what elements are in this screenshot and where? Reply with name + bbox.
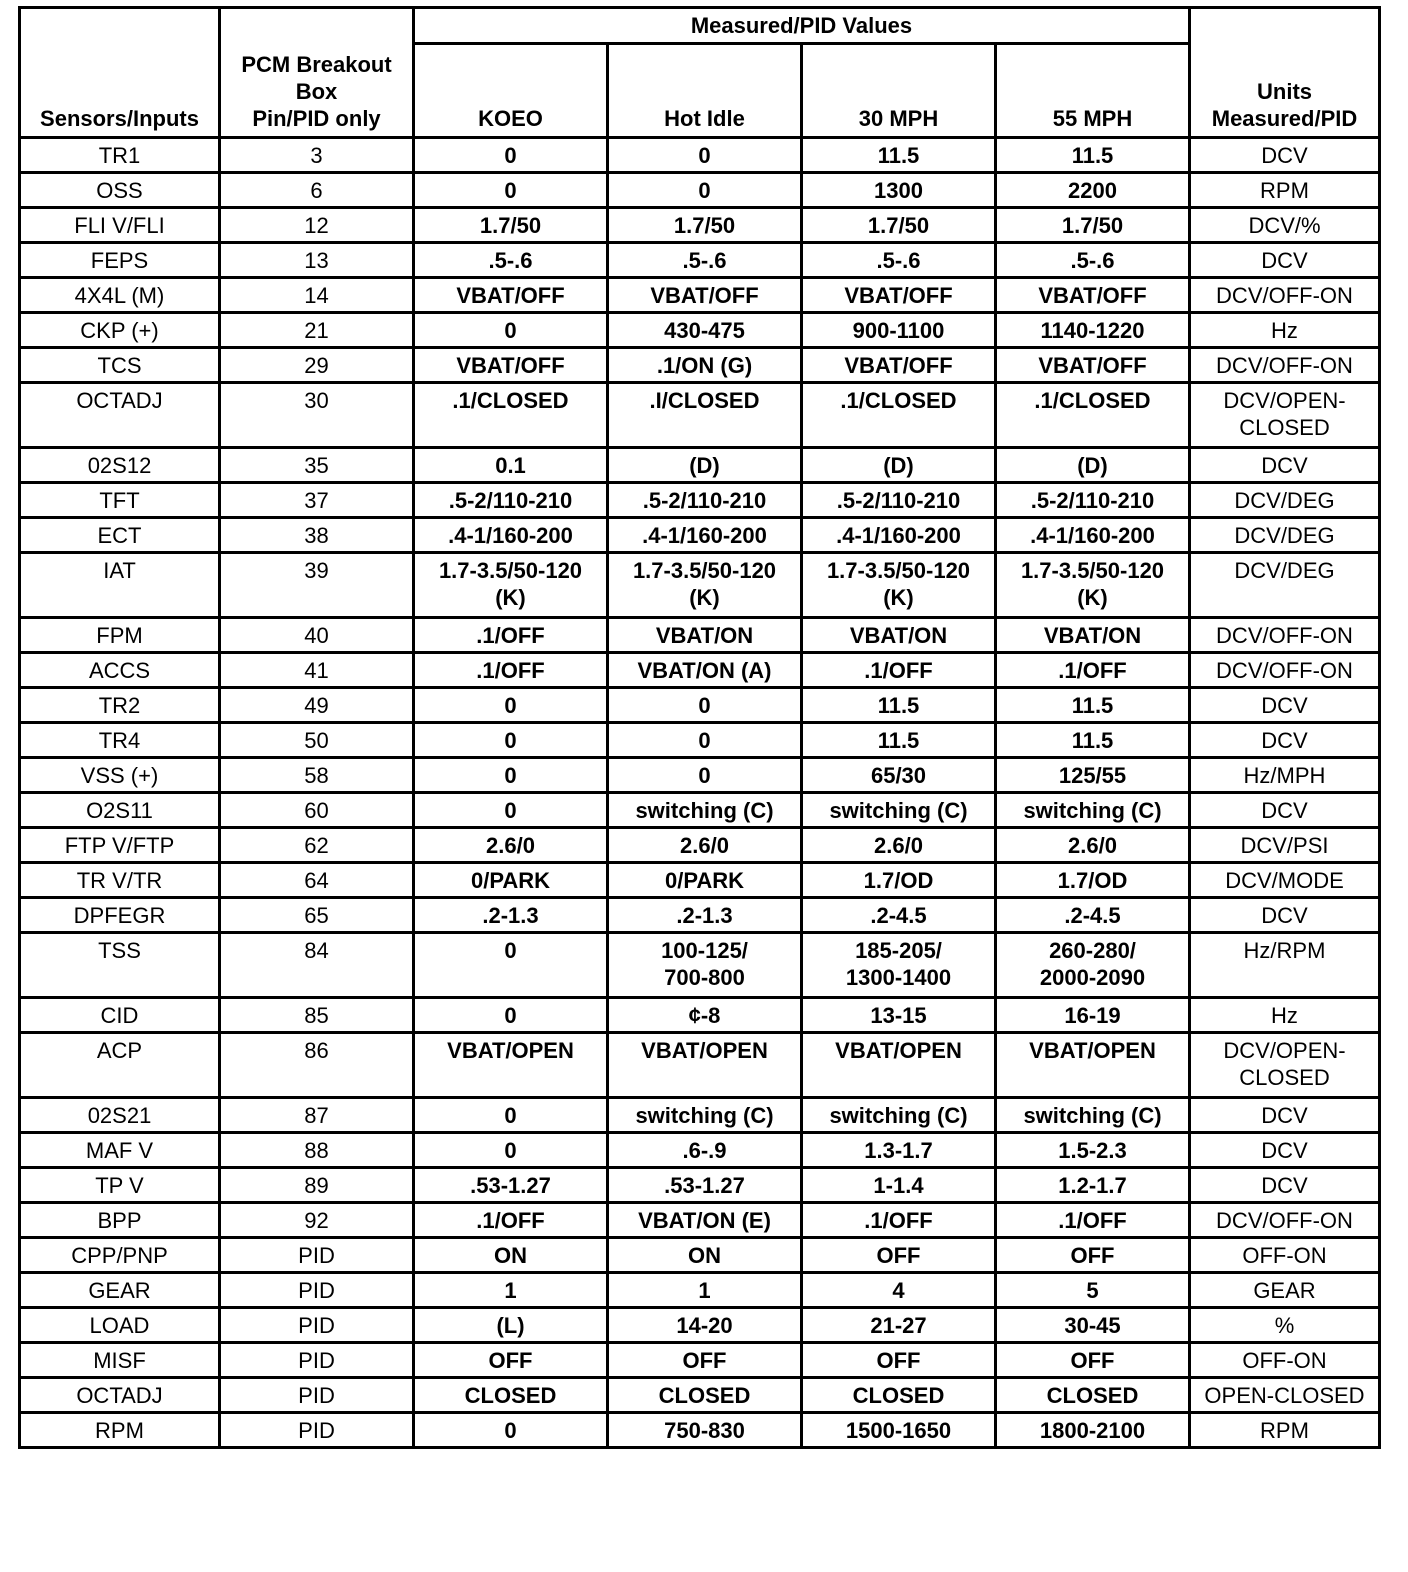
30-mph-cell: OFF: [802, 1343, 996, 1378]
55-mph-cell: 2200: [996, 173, 1190, 208]
hot-idle-cell: 0: [608, 758, 802, 793]
55-mph-cell: 11.5: [996, 688, 1190, 723]
table-row: [20, 243, 1380, 278]
table-row: [20, 1343, 1380, 1378]
pin-cell: 14: [220, 278, 414, 313]
sensor-cell: TR4: [20, 723, 220, 758]
pin-cell: 12: [220, 208, 414, 243]
sensor-cell: ECT: [20, 518, 220, 553]
30-mph-cell: OFF: [802, 1238, 996, 1273]
55-mph-cell: .5-.6: [996, 243, 1190, 278]
55-mph-cell: 5: [996, 1273, 1190, 1308]
pin-cell: 88: [220, 1133, 414, 1168]
hot-idle-cell: .I/CLOSED: [608, 383, 802, 448]
koeo-cell: 0: [414, 173, 608, 208]
koeo-cell: 0: [414, 1413, 608, 1448]
units-cell: %: [1190, 1308, 1380, 1343]
sensor-cell: ACP: [20, 1033, 220, 1098]
sensor-cell: BPP: [20, 1203, 220, 1238]
sensor-cell: TFT: [20, 483, 220, 518]
koeo-cell: 0: [414, 1098, 608, 1133]
hot-idle-cell: .2-1.3: [608, 898, 802, 933]
pin-cell: 6: [220, 173, 414, 208]
sensor-cell: DPFEGR: [20, 898, 220, 933]
units-cell: DCV/OFF-ON: [1190, 278, 1380, 313]
pin-cell: 58: [220, 758, 414, 793]
55-mph-cell: VBAT/ON: [996, 618, 1190, 653]
hot-idle-cell: switching (C): [608, 793, 802, 828]
units-cell: OPEN-CLOSED: [1190, 1378, 1380, 1413]
pin-cell: 29: [220, 348, 414, 383]
pin-cell: 50: [220, 723, 414, 758]
hot-idle-cell: 14-20: [608, 1308, 802, 1343]
55-mph-cell: .1/OFF: [996, 1203, 1190, 1238]
pin-cell: 84: [220, 933, 414, 998]
55-mph-cell: 1140-1220: [996, 313, 1190, 348]
sensor-cell: FTP V/FTP: [20, 828, 220, 863]
30-mph-cell: 185-205/ 1300-1400: [802, 933, 996, 998]
koeo-cell: 0: [414, 1133, 608, 1168]
units-cell: GEAR: [1190, 1273, 1380, 1308]
55-mph-cell: VBAT/OFF: [996, 278, 1190, 313]
table-row: [20, 1238, 1380, 1273]
55-mph-cell: 260-280/ 2000-2090: [996, 933, 1190, 998]
table-row: [20, 173, 1380, 208]
pin-cell: 62: [220, 828, 414, 863]
30-mph-cell: 1.7-3.5/50-120 (K): [802, 553, 996, 618]
koeo-cell: 0: [414, 723, 608, 758]
header-units-line1: Units: [1257, 79, 1312, 104]
sensor-cell: FEPS: [20, 243, 220, 278]
units-cell: OFF-ON: [1190, 1238, 1380, 1273]
koeo-cell: (L): [414, 1308, 608, 1343]
55-mph-cell: VBAT/OPEN: [996, 1033, 1190, 1098]
sensor-cell: TP V: [20, 1168, 220, 1203]
table-row: [20, 828, 1380, 863]
pin-cell: PID: [220, 1343, 414, 1378]
table-row: [20, 348, 1380, 383]
pin-cell: 87: [220, 1098, 414, 1133]
55-mph-cell: .1/OFF: [996, 653, 1190, 688]
units-cell: OFF-ON: [1190, 1343, 1380, 1378]
koeo-cell: 0: [414, 138, 608, 173]
30-mph-cell: 900-1100: [802, 313, 996, 348]
55-mph-cell: .1/CLOSED: [996, 383, 1190, 448]
sensor-cell: MAF V: [20, 1133, 220, 1168]
pin-cell: PID: [220, 1308, 414, 1343]
koeo-cell: 1: [414, 1273, 608, 1308]
30-mph-cell: .4-1/160-200: [802, 518, 996, 553]
units-cell: DCV: [1190, 138, 1380, 173]
30-mph-cell: switching (C): [802, 1098, 996, 1133]
table-row: [20, 138, 1380, 173]
hot-idle-cell: switching (C): [608, 1098, 802, 1133]
55-mph-cell: 2.6/0: [996, 828, 1190, 863]
30-mph-cell: .1/OFF: [802, 1203, 996, 1238]
sensor-cell: CID: [20, 998, 220, 1033]
table-row: [20, 933, 1380, 998]
units-cell: DCV: [1190, 793, 1380, 828]
table-row: [20, 383, 1380, 448]
koeo-cell: 0.1: [414, 448, 608, 483]
units-cell: DCV: [1190, 898, 1380, 933]
koeo-cell: 0: [414, 313, 608, 348]
hot-idle-cell: VBAT/OFF: [608, 278, 802, 313]
hot-idle-cell: 1.7/50: [608, 208, 802, 243]
koeo-cell: .5-.6: [414, 243, 608, 278]
30-mph-cell: VBAT/OFF: [802, 348, 996, 383]
hot-idle-cell: VBAT/ON (E): [608, 1203, 802, 1238]
pin-cell: 40: [220, 618, 414, 653]
units-cell: DCV/OFF-ON: [1190, 348, 1380, 383]
pin-cell: 38: [220, 518, 414, 553]
30-mph-cell: 65/30: [802, 758, 996, 793]
koeo-cell: .5-2/110-210: [414, 483, 608, 518]
pin-cell: 65: [220, 898, 414, 933]
units-cell: DCV/OFF-ON: [1190, 1203, 1380, 1238]
table-row: [20, 1378, 1380, 1413]
55-mph-cell: 1.2-1.7: [996, 1168, 1190, 1203]
pin-cell: 37: [220, 483, 414, 518]
pin-cell: 64: [220, 863, 414, 898]
55-mph-cell: (D): [996, 448, 1190, 483]
units-cell: DCV/OPEN- CLOSED: [1190, 383, 1380, 448]
table-row: [20, 1133, 1380, 1168]
30-mph-cell: 1.7/OD: [802, 863, 996, 898]
table-row: [20, 553, 1380, 618]
hot-idle-cell: .5-.6: [608, 243, 802, 278]
55-mph-cell: 11.5: [996, 138, 1190, 173]
30-mph-cell: .5-.6: [802, 243, 996, 278]
hot-idle-cell: 430-475: [608, 313, 802, 348]
header-measured-pid-values: Measured/PID Values: [414, 8, 1190, 44]
koeo-cell: 0/PARK: [414, 863, 608, 898]
pin-cell: 60: [220, 793, 414, 828]
table-row: [20, 793, 1380, 828]
30-mph-cell: VBAT/OPEN: [802, 1033, 996, 1098]
units-cell: DCV/DEG: [1190, 483, 1380, 518]
pin-cell: PID: [220, 1413, 414, 1448]
koeo-cell: 1.7-3.5/50-120 (K): [414, 553, 608, 618]
30-mph-cell: (D): [802, 448, 996, 483]
pin-cell: 85: [220, 998, 414, 1033]
hot-idle-cell: (D): [608, 448, 802, 483]
header-pcm-line1: PCM Breakout: [241, 52, 392, 77]
koeo-cell: 0: [414, 933, 608, 998]
30-mph-cell: 21-27: [802, 1308, 996, 1343]
koeo-cell: OFF: [414, 1343, 608, 1378]
units-cell: DCV/MODE: [1190, 863, 1380, 898]
pin-cell: PID: [220, 1238, 414, 1273]
hot-idle-cell: 2.6/0: [608, 828, 802, 863]
sensor-cell: ACCS: [20, 653, 220, 688]
table-row: [20, 313, 1380, 348]
units-cell: DCV: [1190, 688, 1380, 723]
units-cell: DCV/OFF-ON: [1190, 653, 1380, 688]
30-mph-cell: .1/CLOSED: [802, 383, 996, 448]
hot-idle-cell: 750-830: [608, 1413, 802, 1448]
units-cell: DCV/PSI: [1190, 828, 1380, 863]
pid-values-table: [18, 6, 1381, 1449]
units-cell: Hz/MPH: [1190, 758, 1380, 793]
30-mph-cell: .1/OFF: [802, 653, 996, 688]
units-cell: DCV: [1190, 723, 1380, 758]
header-30-mph: 30 MPH: [802, 44, 996, 138]
units-cell: DCV: [1190, 1098, 1380, 1133]
koeo-cell: VBAT/OFF: [414, 348, 608, 383]
koeo-cell: 2.6/0: [414, 828, 608, 863]
units-cell: DCV/OPEN- CLOSED: [1190, 1033, 1380, 1098]
koeo-cell: .1/OFF: [414, 1203, 608, 1238]
hot-idle-cell: 0: [608, 173, 802, 208]
table-row: [20, 1033, 1380, 1098]
hot-idle-cell: 100-125/ 700-800: [608, 933, 802, 998]
30-mph-cell: 1-1.4: [802, 1168, 996, 1203]
koeo-cell: .1/OFF: [414, 618, 608, 653]
sensor-cell: MISF: [20, 1343, 220, 1378]
hot-idle-cell: ON: [608, 1238, 802, 1273]
koeo-cell: .1/CLOSED: [414, 383, 608, 448]
55-mph-cell: 11.5: [996, 723, 1190, 758]
hot-idle-cell: .4-1/160-200: [608, 518, 802, 553]
table-row: [20, 1273, 1380, 1308]
55-mph-cell: .5-2/110-210: [996, 483, 1190, 518]
30-mph-cell: CLOSED: [802, 1378, 996, 1413]
sensor-cell: OCTADJ: [20, 383, 220, 448]
units-cell: DCV/DEG: [1190, 553, 1380, 618]
30-mph-cell: 4: [802, 1273, 996, 1308]
table-row: [20, 653, 1380, 688]
30-mph-cell: VBAT/OFF: [802, 278, 996, 313]
55-mph-cell: OFF: [996, 1343, 1190, 1378]
koeo-cell: VBAT/OPEN: [414, 1033, 608, 1098]
sensor-cell: TSS: [20, 933, 220, 998]
koeo-cell: 0: [414, 998, 608, 1033]
table-row: [20, 618, 1380, 653]
sensor-cell: TR2: [20, 688, 220, 723]
hot-idle-cell: .53-1.27: [608, 1168, 802, 1203]
pin-cell: PID: [220, 1273, 414, 1308]
30-mph-cell: 11.5: [802, 138, 996, 173]
koeo-cell: ON: [414, 1238, 608, 1273]
sensor-cell: CPP/PNP: [20, 1238, 220, 1273]
units-cell: DCV: [1190, 1168, 1380, 1203]
koeo-cell: 0: [414, 758, 608, 793]
table-row: [20, 1168, 1380, 1203]
pin-cell: 39: [220, 553, 414, 618]
hot-idle-cell: VBAT/ON (A): [608, 653, 802, 688]
koeo-cell: .2-1.3: [414, 898, 608, 933]
sensor-cell: OCTADJ: [20, 1378, 220, 1413]
sensor-cell: TR1: [20, 138, 220, 173]
table-row: [20, 518, 1380, 553]
table-row: [20, 898, 1380, 933]
hot-idle-cell: .5-2/110-210: [608, 483, 802, 518]
koeo-cell: .53-1.27: [414, 1168, 608, 1203]
55-mph-cell: .2-4.5: [996, 898, 1190, 933]
pin-cell: PID: [220, 1378, 414, 1413]
units-cell: RPM: [1190, 173, 1380, 208]
hot-idle-cell: 0: [608, 723, 802, 758]
sensor-cell: 02S21: [20, 1098, 220, 1133]
table-row: [20, 1413, 1380, 1448]
hot-idle-cell: VBAT/OPEN: [608, 1033, 802, 1098]
pin-cell: 89: [220, 1168, 414, 1203]
units-cell: Hz: [1190, 313, 1380, 348]
hot-idle-cell: CLOSED: [608, 1378, 802, 1413]
30-mph-cell: VBAT/ON: [802, 618, 996, 653]
table-row: [20, 483, 1380, 518]
header-pcm-line2: Box: [295, 79, 338, 104]
55-mph-cell: 1.7-3.5/50-120 (K): [996, 553, 1190, 618]
30-mph-cell: switching (C): [802, 793, 996, 828]
units-cell: Hz/RPM: [1190, 933, 1380, 998]
hot-idle-cell: VBAT/ON: [608, 618, 802, 653]
hot-idle-cell: 0/PARK: [608, 863, 802, 898]
sensor-cell: 02S12: [20, 448, 220, 483]
units-cell: DCV/DEG: [1190, 518, 1380, 553]
sensor-cell: TR V/TR: [20, 863, 220, 898]
30-mph-cell: 1300: [802, 173, 996, 208]
hot-idle-cell: 0: [608, 138, 802, 173]
koeo-cell: 0: [414, 688, 608, 723]
55-mph-cell: 1.5-2.3: [996, 1133, 1190, 1168]
table-row: [20, 863, 1380, 898]
hot-idle-cell: .6-.9: [608, 1133, 802, 1168]
pin-cell: 86: [220, 1033, 414, 1098]
sensor-cell: FPM: [20, 618, 220, 653]
30-mph-cell: 11.5: [802, 723, 996, 758]
55-mph-cell: VBAT/OFF: [996, 348, 1190, 383]
units-cell: DCV/%: [1190, 208, 1380, 243]
sensor-cell: VSS (+): [20, 758, 220, 793]
header-pcm-line3: Pin/PID only: [252, 106, 381, 131]
koeo-cell: CLOSED: [414, 1378, 608, 1413]
sensor-cell: O2S11: [20, 793, 220, 828]
table-row: [20, 998, 1380, 1033]
sensor-cell: FLI V/FLI: [20, 208, 220, 243]
30-mph-cell: 13-15: [802, 998, 996, 1033]
koeo-cell: 0: [414, 793, 608, 828]
header-55-mph: 55 MPH: [996, 44, 1190, 138]
pin-cell: 3: [220, 138, 414, 173]
sensor-cell: 4X4L (M): [20, 278, 220, 313]
30-mph-cell: 1.3-1.7: [802, 1133, 996, 1168]
pin-cell: 13: [220, 243, 414, 278]
table-row: [20, 688, 1380, 723]
55-mph-cell: 1.7/OD: [996, 863, 1190, 898]
koeo-cell: 1.7/50: [414, 208, 608, 243]
header-units-measured-pid: [1190, 8, 1380, 138]
hot-idle-cell: 1: [608, 1273, 802, 1308]
55-mph-cell: 30-45: [996, 1308, 1190, 1343]
table-body: [20, 138, 1380, 1448]
30-mph-cell: 1.7/50: [802, 208, 996, 243]
pin-cell: 35: [220, 448, 414, 483]
hot-idle-cell: 0: [608, 688, 802, 723]
sensor-cell: RPM: [20, 1413, 220, 1448]
sensor-cell: IAT: [20, 553, 220, 618]
header-hot-idle: Hot Idle: [608, 44, 802, 138]
pin-cell: 92: [220, 1203, 414, 1238]
table-row: [20, 1203, 1380, 1238]
units-cell: RPM: [1190, 1413, 1380, 1448]
hot-idle-cell: 1.7-3.5/50-120 (K): [608, 553, 802, 618]
55-mph-cell: 1800-2100: [996, 1413, 1190, 1448]
55-mph-cell: OFF: [996, 1238, 1190, 1273]
55-mph-cell: 16-19: [996, 998, 1190, 1033]
pin-cell: 41: [220, 653, 414, 688]
units-cell: DCV: [1190, 448, 1380, 483]
sensor-cell: OSS: [20, 173, 220, 208]
sensor-cell: CKP (+): [20, 313, 220, 348]
table-row: [20, 208, 1380, 243]
55-mph-cell: switching (C): [996, 793, 1190, 828]
30-mph-cell: .2-4.5: [802, 898, 996, 933]
units-cell: Hz: [1190, 998, 1380, 1033]
koeo-cell: .1/OFF: [414, 653, 608, 688]
pin-cell: 21: [220, 313, 414, 348]
header-koeo: KOEO: [414, 44, 608, 138]
55-mph-cell: 1.7/50: [996, 208, 1190, 243]
units-cell: DCV: [1190, 243, 1380, 278]
30-mph-cell: 11.5: [802, 688, 996, 723]
sensor-cell: GEAR: [20, 1273, 220, 1308]
sensor-cell: TCS: [20, 348, 220, 383]
30-mph-cell: .5-2/110-210: [802, 483, 996, 518]
30-mph-cell: 1500-1650: [802, 1413, 996, 1448]
header-units-line2: Measured/PID: [1211, 106, 1358, 131]
55-mph-cell: switching (C): [996, 1098, 1190, 1133]
units-cell: DCV: [1190, 1133, 1380, 1168]
table-row: [20, 758, 1380, 793]
30-mph-cell: 2.6/0: [802, 828, 996, 863]
hot-idle-cell: .1/ON (G): [608, 348, 802, 383]
koeo-cell: VBAT/OFF: [414, 278, 608, 313]
header-pcm-breakout-box: [220, 8, 414, 138]
units-cell: DCV/OFF-ON: [1190, 618, 1380, 653]
table-row: [20, 1308, 1380, 1343]
pin-cell: 30: [220, 383, 414, 448]
55-mph-cell: CLOSED: [996, 1378, 1190, 1413]
koeo-cell: .4-1/160-200: [414, 518, 608, 553]
hot-idle-cell: OFF: [608, 1343, 802, 1378]
table-row: [20, 278, 1380, 313]
hot-idle-cell: ¢-8: [608, 998, 802, 1033]
55-mph-cell: .4-1/160-200: [996, 518, 1190, 553]
header-sensors-inputs: Sensors/Inputs: [20, 8, 220, 138]
sensor-cell: LOAD: [20, 1308, 220, 1343]
table-row: [20, 448, 1380, 483]
55-mph-cell: 125/55: [996, 758, 1190, 793]
pin-cell: 49: [220, 688, 414, 723]
table-row: [20, 1098, 1380, 1133]
table-row: [20, 723, 1380, 758]
